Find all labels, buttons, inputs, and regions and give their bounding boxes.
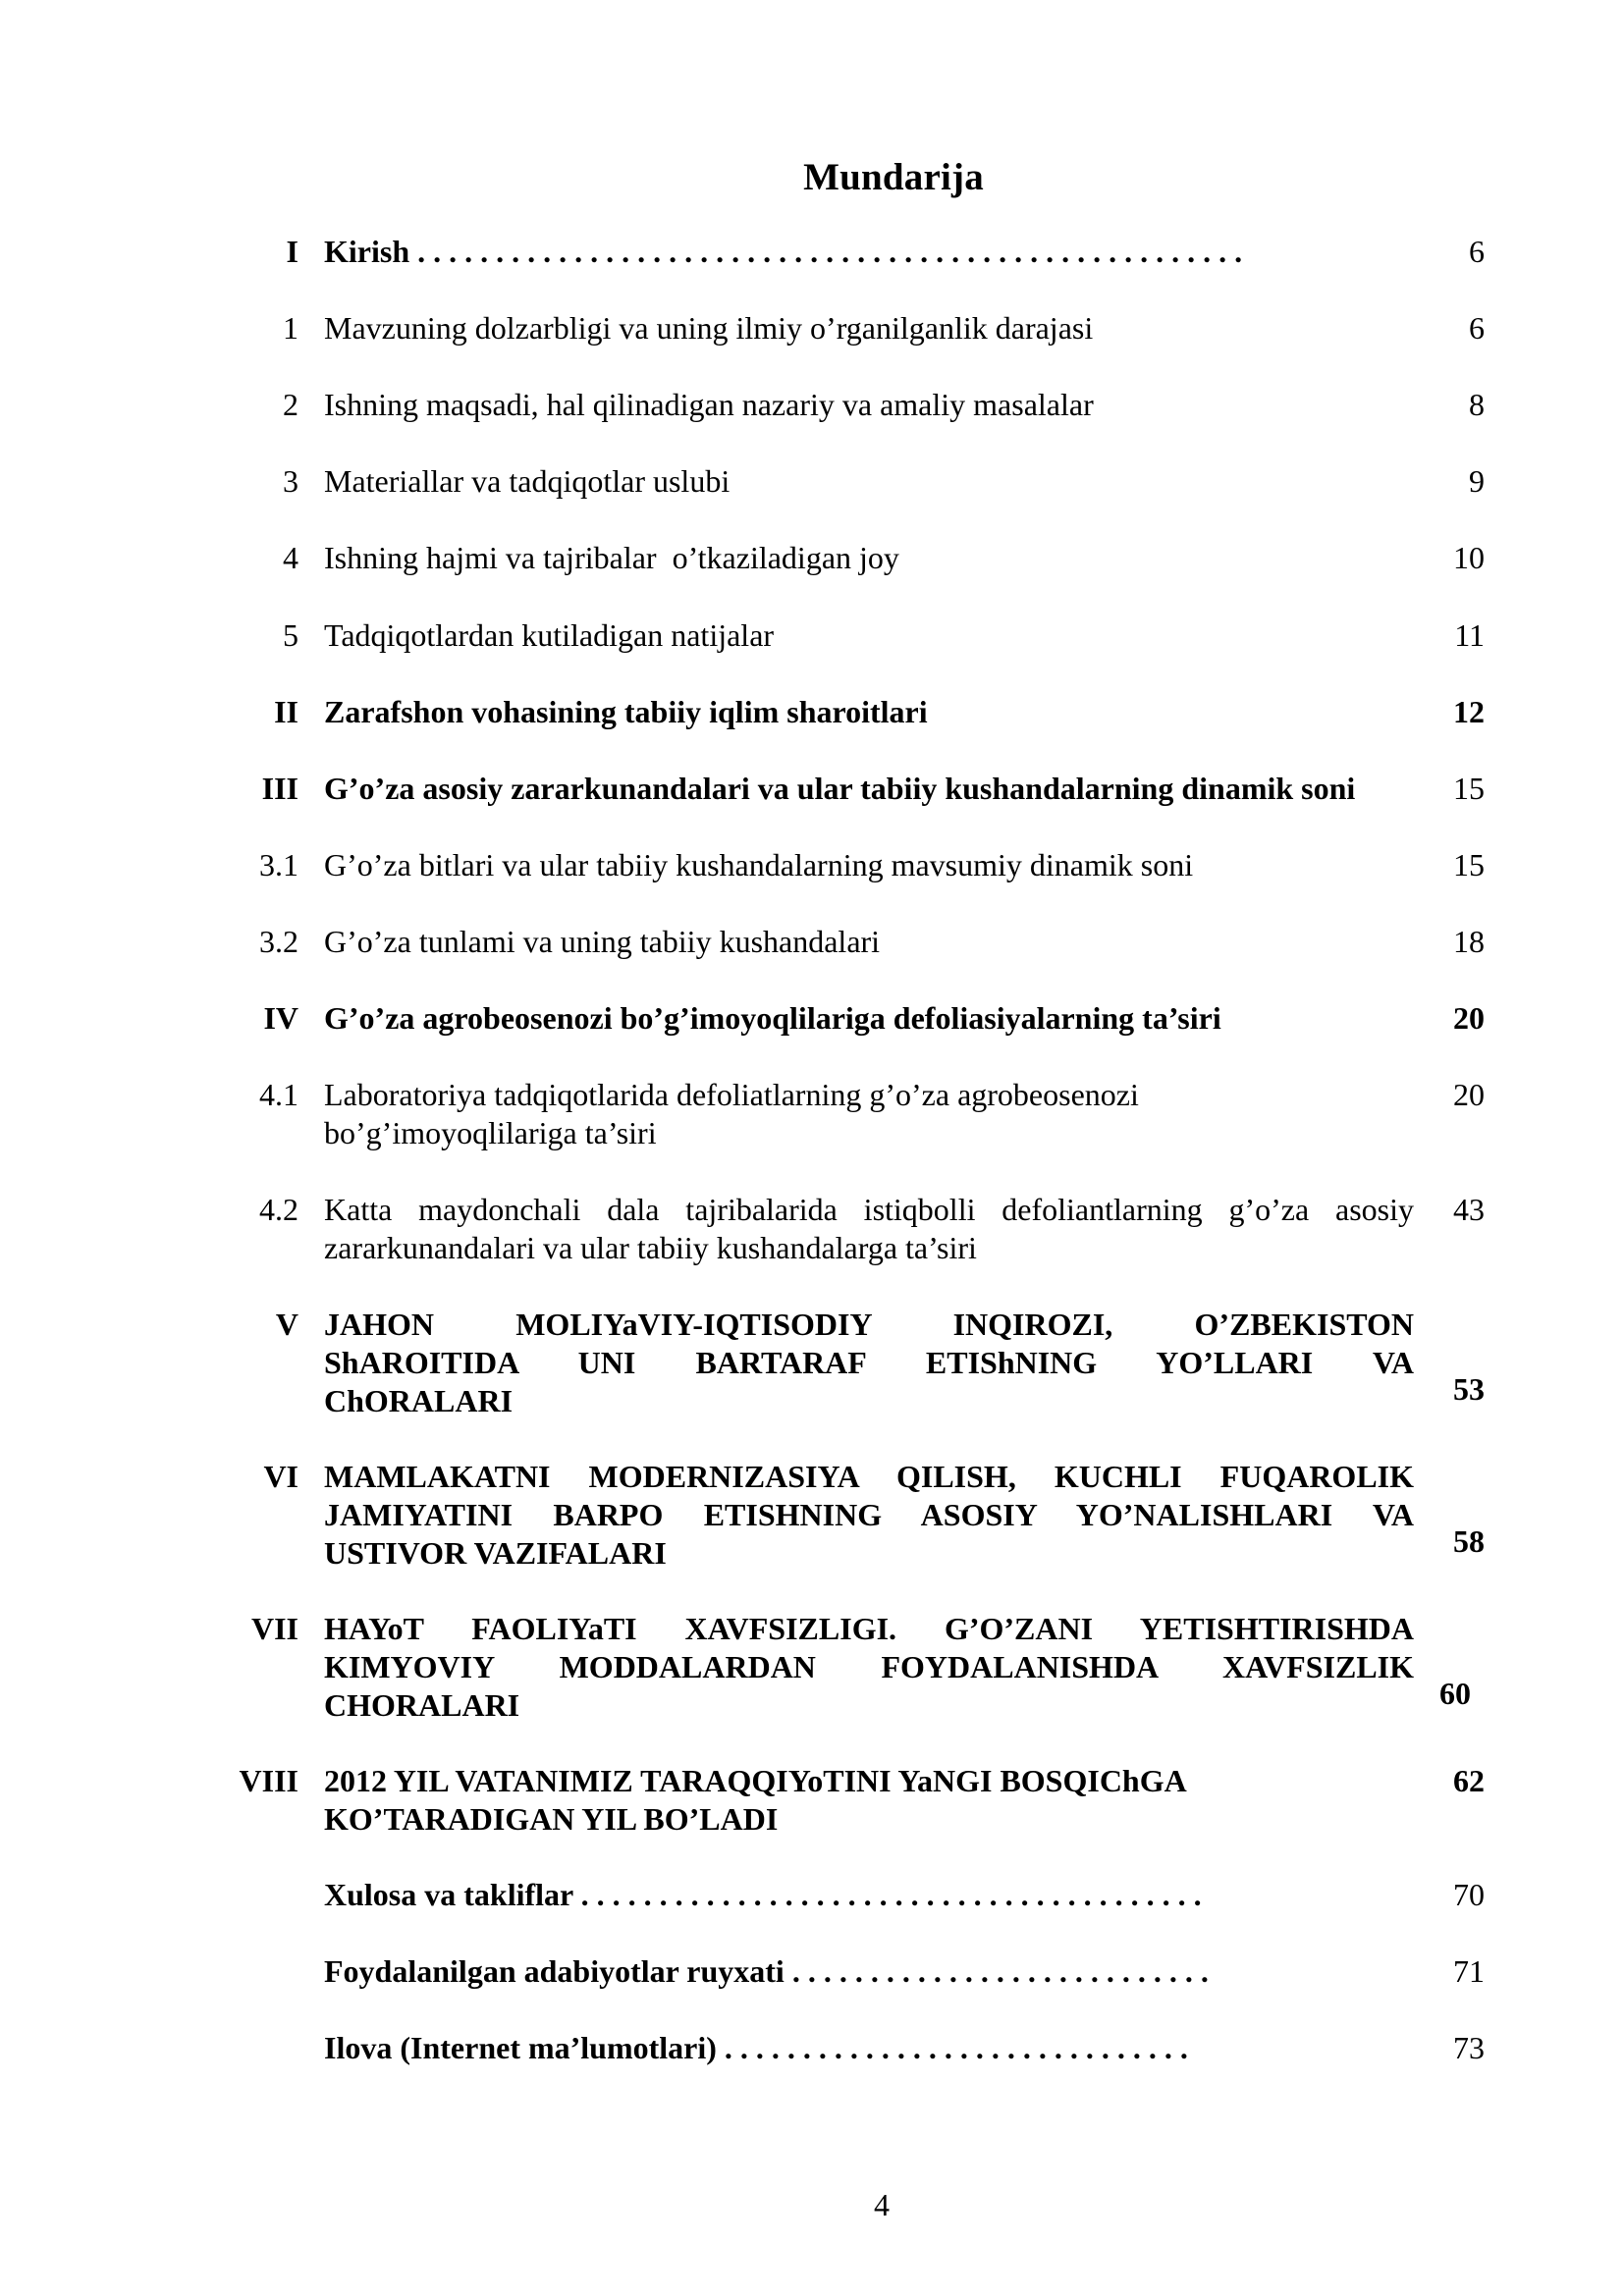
toc-entry-page: 58 bbox=[1453, 1523, 1485, 1559]
toc-entry-title bbox=[324, 1076, 1414, 1152]
toc-entry-page: 70 bbox=[1453, 1877, 1485, 1912]
page-title: Mundarija bbox=[803, 156, 984, 198]
toc-entry-title: G’o’za tunlami va uning tabiiy kushandalari bbox=[324, 924, 881, 959]
toc-entry-title bbox=[324, 1610, 1414, 1725]
toc-entry-number: 1 bbox=[283, 310, 298, 346]
toc-entry-title: Foydalanilgan adabiyotlar ruyxati bbox=[324, 1953, 785, 1989]
toc-entry-title-line: KO’TARADIGAN YIL BO’LADI bbox=[324, 1801, 779, 1837]
toc-entry-title-line: HAYoT FAOLIYaTI XAVFSIZLIGI. G’O’ZANI YETISHTIRISHDA bbox=[324, 1611, 1414, 1646]
toc-entry-title: G’o’za asosiy zararkunandalari va ular tabiiy kushandalarning dinamik soni bbox=[324, 771, 1356, 806]
toc-entry-number: 3 bbox=[283, 463, 298, 499]
toc-entry-title-line: KIMYOVIY MODDALARDAN FOYDALANISHDA XAVFSIZLIK bbox=[324, 1649, 1414, 1684]
toc-entry-page: 9 bbox=[1469, 463, 1485, 499]
toc-entry-title-line: USTIVOR VAZIFALARI bbox=[324, 1535, 667, 1571]
toc-entry-title-line: Laboratoriya tadqiqotlarida defoliatlarning g’o’za agrobeosenozi bbox=[324, 1077, 1139, 1112]
toc-entry-page: 6 bbox=[1469, 234, 1485, 269]
toc-entry-number: 5 bbox=[283, 617, 298, 653]
toc-entry-title: Mavzuning dolzarbligi va uning ilmiy o’rganilganlik darajasi bbox=[324, 310, 1094, 346]
toc-entry-title-line: ChORALARI bbox=[324, 1383, 514, 1418]
toc-entry-page: 10 bbox=[1453, 540, 1485, 575]
toc-entry-title-line: Katta maydonchali dala tajribalarida istiqbolli defoliantlarning g’o’za asosiy bbox=[324, 1192, 1414, 1227]
toc-entry-title-line: CHORALARI bbox=[324, 1687, 520, 1723]
toc-entry-number: IV bbox=[263, 1000, 298, 1036]
toc-entry-page: 15 bbox=[1453, 771, 1485, 806]
toc-leader-dots: . . . . . . . . . . . . . . . . . . . . . . . . . . . bbox=[784, 1953, 1209, 1989]
toc-entry-title: Xulosa va takliflar bbox=[324, 1877, 573, 1912]
toc-entry-title-line: zararkunandalari va ular tabiiy kushandalarga ta’siri bbox=[324, 1230, 977, 1265]
toc-entry-number: VIII bbox=[239, 1763, 298, 1798]
toc-entry-page: 60 bbox=[1439, 1676, 1471, 1711]
toc-entry-title bbox=[324, 1458, 1414, 1573]
toc-entry-number: VI bbox=[263, 1459, 298, 1494]
toc-entry-number: 3.1 bbox=[259, 847, 298, 882]
toc-entry-page: 71 bbox=[1453, 1953, 1485, 1989]
toc-entry-title: Tadqiqotlardan kutiladigan natijalar bbox=[324, 617, 775, 653]
toc-entry-number: 2 bbox=[283, 387, 298, 422]
toc-entry-page: 18 bbox=[1453, 924, 1485, 959]
toc-entry-title: Materiallar va tadqiqotlar uslubi bbox=[324, 463, 731, 499]
toc-entry-number: 4.1 bbox=[259, 1077, 298, 1112]
toc-entry-title: Ishning hajmi va tajribalar o’tkaziladigan joy bbox=[324, 540, 899, 575]
toc-entry-title bbox=[324, 1306, 1414, 1420]
toc-entry-title: Kirish bbox=[324, 234, 410, 269]
toc-entry-title-wrap bbox=[324, 233, 1414, 271]
toc-entry-title: G’o’za bitlari va ular tabiiy kushandalarning mavsumiy dinamik soni bbox=[324, 847, 1194, 882]
toc-entry-number: 4 bbox=[283, 540, 298, 575]
toc-entry-page: 15 bbox=[1453, 847, 1485, 882]
toc-entry-page: 43 bbox=[1453, 1192, 1485, 1227]
toc-entry-number: 3.2 bbox=[259, 924, 298, 959]
toc-entry-title: G’o’za agrobeosenozi bo’g’imoyoqlilariga defoliasiyalarning ta’siri bbox=[324, 1000, 1221, 1036]
toc-entry-title-wrap bbox=[324, 1876, 1414, 1914]
toc-entry-title-line: ShAROITIDA UNI BARTARAF ETIShNING YO’LLARI VA bbox=[324, 1345, 1414, 1380]
toc-entry-title-wrap bbox=[324, 1952, 1414, 1991]
toc-entry-page: 53 bbox=[1453, 1371, 1485, 1407]
toc-entry-title-line: MAMLAKATNI MODERNIZASIYA QILISH, KUCHLI FUQAROLIK bbox=[324, 1459, 1414, 1494]
toc-leader-dots: . . . . . . . . . . . . . . . . . . . . . . . . . . . . . . . . . . . . . . . . . . . . . . . . . . . . . bbox=[409, 234, 1243, 269]
toc-entry-page: 12 bbox=[1453, 694, 1485, 729]
toc-entry-page: 62 bbox=[1453, 1763, 1485, 1798]
toc-entry-number: I bbox=[286, 234, 298, 269]
toc-entry-title: Ishning maqsadi, hal qilinadigan nazariy va amaliy masalalar bbox=[324, 387, 1094, 422]
toc-entry-title: Ilova (Internet ma’lumotlari) bbox=[324, 2030, 717, 2065]
toc-entry-number: 4.2 bbox=[259, 1192, 298, 1227]
toc-entry-title bbox=[324, 1191, 1414, 1267]
footer-page-number: 4 bbox=[874, 2187, 890, 2222]
toc-entry-title-line: JAMIYATINI BARPO ETISHNING ASOSIY YO’NALISHLARI VA bbox=[324, 1497, 1414, 1532]
toc-entry-page: 11 bbox=[1454, 617, 1485, 653]
toc-entry-page: 6 bbox=[1469, 310, 1485, 346]
toc-entry-title-line: bo’g’imoyoqlilariga ta’siri bbox=[324, 1115, 657, 1150]
toc-entry-number: V bbox=[275, 1307, 298, 1342]
toc-entry-title bbox=[324, 1762, 1414, 1839]
toc-entry-title-wrap bbox=[324, 2029, 1414, 2067]
toc-entry-page: 73 bbox=[1453, 2030, 1485, 2065]
toc-entry-number: VII bbox=[250, 1611, 298, 1646]
toc-entry-title-line: 2012 YIL VATANIMIZ TARAQQIYoTINI YaNGI BOSQIChGA bbox=[324, 1763, 1187, 1798]
toc-entry-title-line: JAHON MOLIYaVIY-IQTISODIY INQIROZI, O’ZBEKISTON bbox=[324, 1307, 1414, 1342]
toc-entry-number: III bbox=[261, 771, 298, 806]
toc-leader-dots: . . . . . . . . . . . . . . . . . . . . . . . . . . . . . . . . . . . . . . . . bbox=[572, 1877, 1202, 1912]
toc-entry-title: Zarafshon vohasining tabiiy iqlim sharoitlari bbox=[324, 694, 928, 729]
toc-entry-number: II bbox=[274, 694, 298, 729]
toc-entry-page: 8 bbox=[1469, 387, 1485, 422]
toc-entry-page: 20 bbox=[1453, 1000, 1485, 1036]
toc-leader-dots: . . . . . . . . . . . . . . . . . . . . . . . . . . . . . . bbox=[716, 2030, 1188, 2065]
toc-entry-page: 20 bbox=[1453, 1077, 1485, 1112]
